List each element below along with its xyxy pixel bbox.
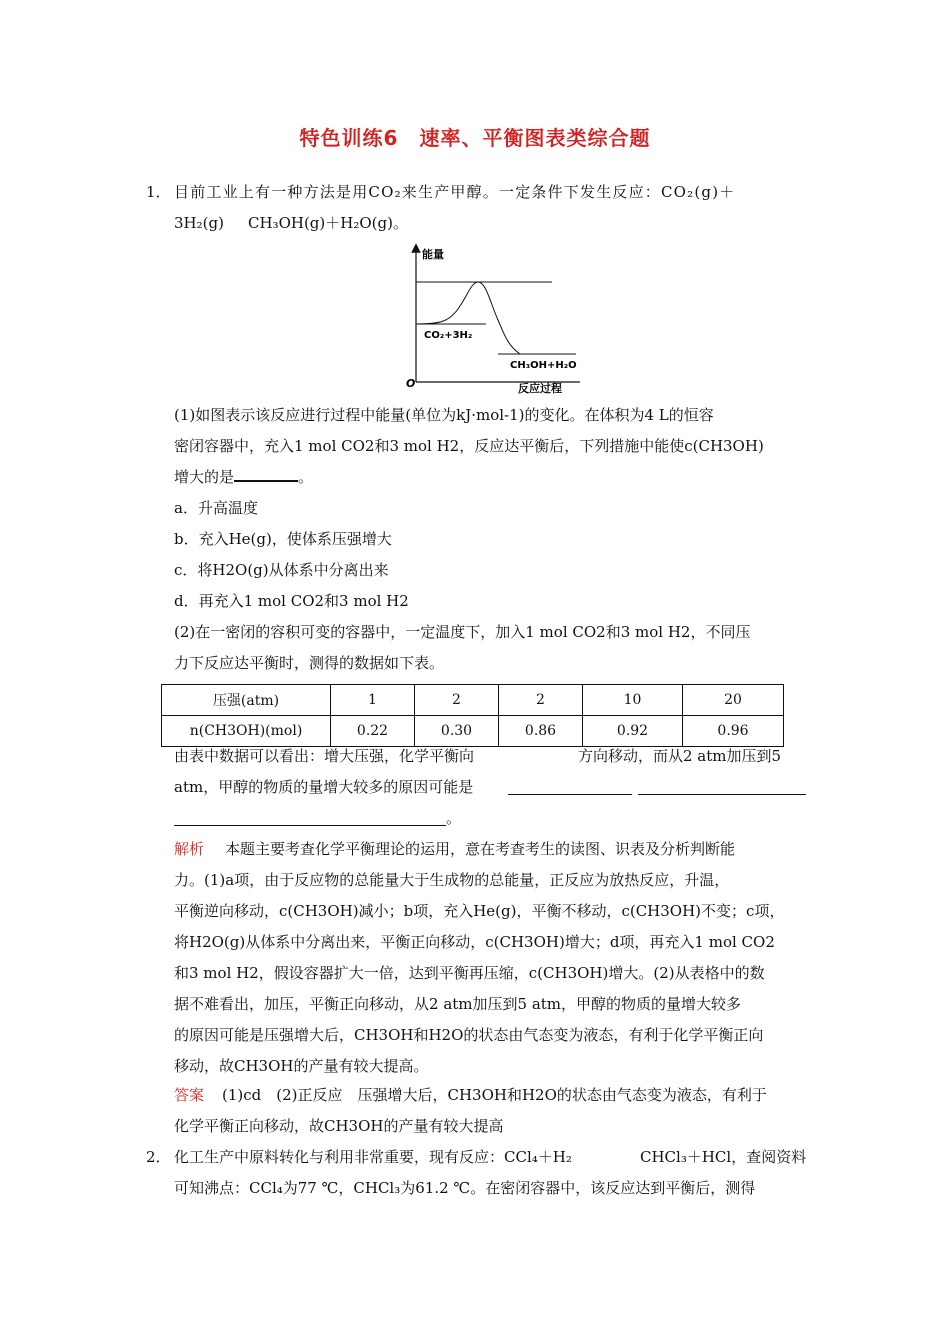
q1-part2-line2: 力下反应达平衡时，测得的数据如下表。	[174, 654, 445, 672]
q1-after-table-1a: 由表中数据可以看出：增大压强，化学平衡向	[174, 747, 475, 765]
q1-after-table-1b: 方向移动，而从2 atm加压到5	[578, 747, 782, 765]
q1-part1-end: 。	[298, 468, 314, 486]
table-cell: 0.30	[415, 716, 499, 747]
analysis-line-1: 本题主要考查化学平衡理论的运用，意在考查考生的读图、识表及分析判断能	[225, 840, 736, 858]
energy-curve	[416, 282, 520, 354]
q1-option-a: a．升高温度	[174, 499, 258, 517]
page-title: 特色训练6 速率、平衡图表类综合题	[299, 126, 651, 150]
answer-label: 答案	[174, 1086, 205, 1104]
table-row	[162, 685, 784, 716]
y-axis-label: 能量	[422, 248, 444, 261]
analysis-line-2: 力。(1)a项，由于反应物的总能量大于生成物的总能量，正反应为放热反应，升温，	[174, 871, 730, 889]
q1-part1-line3-text: 增大的是	[174, 468, 235, 486]
q1-line1: 目前工业上有一种方法是用CO₂来生产甲醇。一定条件下发生反应：CO₂(g)＋	[174, 183, 736, 201]
table-cell: 0.92	[583, 716, 683, 747]
table-header-cell: 1	[331, 685, 415, 716]
q1-after-table-2	[174, 776, 473, 798]
q1-option-b: b．充入He(g)，使体系压强增大	[174, 530, 392, 548]
x-axis-label: 反应过程	[518, 382, 562, 395]
pressure-data-table	[161, 684, 784, 747]
q2-number: 2．	[146, 1148, 171, 1166]
table-header-cell: 2	[499, 685, 583, 716]
table-cell: 0.96	[683, 716, 784, 747]
table-cell: 0.22	[331, 716, 415, 747]
analysis-line-5: 和3 mol H2，假设容器扩大一倍，达到平衡再压缩，c(CH3OH)增大。(2)从表格中的数	[174, 964, 765, 982]
origin-label: O	[406, 377, 416, 390]
table-header-cell: 压强(atm)	[162, 685, 331, 716]
q1-reason-blank-3[interactable]	[174, 811, 446, 826]
q1-part1-line3	[174, 466, 313, 488]
q1-part1-line1: (1)如图表示该反应进行过程中能量(单位为kJ·mol-1)的变化。在体积为4 L的恒容	[174, 406, 714, 424]
table-header-cell: 20	[683, 685, 784, 716]
q1-number: 1．	[146, 183, 171, 201]
q1-option-c: c．将H2O(g)从体系中分离出来	[174, 561, 389, 579]
table-cell: n(CH3OH)(mol)	[162, 716, 331, 747]
q1-part1-line2: 密闭容器中，充入1 mol CO2和3 mol H2，反应达平衡后，下列措施中能使c(CH3OH)	[174, 437, 764, 455]
table-cell: 0.86	[499, 716, 583, 747]
table-header-cell: 2	[415, 685, 499, 716]
analysis-label: 解析	[174, 840, 205, 858]
product-label: CH₃OH+H₂O	[510, 360, 577, 371]
q1-line2b: CH₃OH(g)＋H₂O(g)。	[248, 214, 408, 232]
q1-reason-blank-1[interactable]	[508, 780, 632, 795]
q1-part1-answer-blank[interactable]	[234, 466, 298, 482]
analysis-line-8: 移动，故CH3OH的产量有较大提高。	[174, 1057, 429, 1075]
table-row	[162, 716, 784, 747]
q1-line2a: 3H₂(g)	[174, 214, 224, 232]
analysis-line-6: 据不难看出，加压，平衡正向移动，从2 atm加压到5 atm，甲醇的物质的量增大较多	[174, 995, 742, 1013]
analysis-line-3: 平衡逆向移动，c(CH3OH)减小；b项，充入He(g)，平衡不移动，c(CH3OH)不变；c项，	[174, 902, 785, 920]
q1-option-d: d．再充入1 mol CO2和3 mol H2	[174, 592, 409, 610]
reactant-label: CO₂+3H₂	[424, 330, 473, 341]
analysis-line-4: 将H2O(g)从体系中分离出来，平衡正向移动，c(CH3OH)增大；d项，再充入1 mol CO2	[174, 933, 775, 951]
answer-line-2: 化学平衡正向移动，故CH3OH的产量有较大提高	[174, 1117, 504, 1135]
q1-reason-blank-2[interactable]	[638, 780, 806, 795]
analysis-line-7: 的原因可能是压强增大后，CH3OH和H2O的状态由气态变为液态，有利于化学平衡正向	[174, 1026, 764, 1044]
q1-part2-line1: (2)在一密闭的容积可变的容器中，一定温度下，加入1 mol CO2和3 mol H2，不同压	[174, 623, 751, 641]
q2-line2: 可知沸点：CCl₄为77 ℃，CHCl₃为61.2 ℃。在密闭容器中，该反应达到平衡后，测得	[174, 1179, 756, 1197]
q1-after-table-2-text: atm，甲醇的物质的量增大较多的原因可能是	[174, 778, 474, 796]
q2-line1a: 化工生产中原料转化与利用非常重要，现有反应：CCl₄＋H₂	[174, 1148, 572, 1166]
table-header-cell: 10	[583, 685, 683, 716]
q1-after-table-3-end: 。	[446, 809, 462, 827]
energy-diagram	[400, 242, 590, 397]
q2-line1b: CHCl₃＋HCl，查阅资料	[640, 1148, 807, 1166]
answer-line-1: (1)cd (2)正反应 压强增大后，CH3OH和H2O的状态由气态变为液态，有利于	[222, 1086, 767, 1104]
